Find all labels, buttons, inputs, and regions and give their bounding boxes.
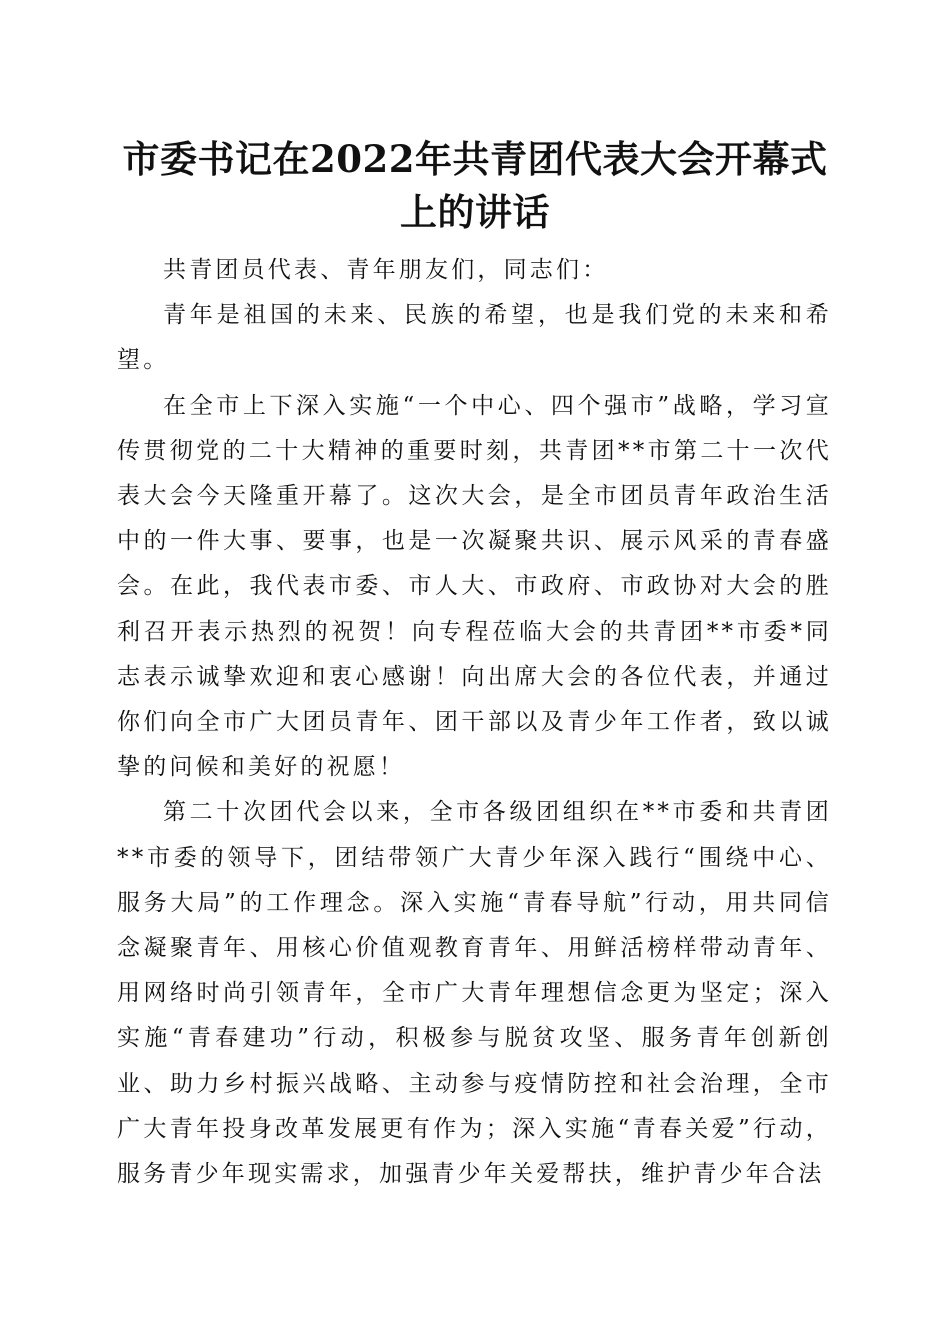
document-title: 市委书记在2022年共青团代表大会开幕式上的讲话	[122, 137, 828, 234]
body-paragraph: 第二十次团代会以来，全市各级团组织在**市委和共青团**市委的领导下，团结带领广大青少年深入践行“围绕中心、服务大局”的工作理念。深入实施“青春导航”行动，用共同信念凝聚青年、用核心价值观教育青年、用鲜活榜样带动青年、用网络时尚引领青年，全市广大青年理想信念更为坚定；深入实施“青春建功”行动，积极参与脱贫攻坚、服务青年创新创业、助力乡村振兴战略、主动参与疫情防控和社会治理，全市广大青年投身改革发展更有作为；深入实施“青春关爱”行动，服务青少年现实需求，加强青少年关爱帮扶，维护青少年合法	[117, 799, 832, 1188]
document-body	[117, 248, 832, 1197]
body-paragraph: 在全市上下深入实施“一个中心、四个强市”战略，学习宣传贯彻党的二十大精神的重要时刻，共青团**市第二十一次代表大会今天隆重开幕了。这次大会，是全市团员青年政治生活中的一件大事、要事，也是一次凝聚共识、展示风采的青春盛会。在此，我代表市委、市人大、市政府、市政协对大会的胜利召开表示热烈的祝贺！向专程莅临大会的共青团**市委*同志表示诚挚欢迎和衷心感谢！向出席大会的各位代表，并通过你们向全市广大团员青年、团干部以及青少年工作者，致以诚挚的问候和美好的祝愿！	[117, 392, 832, 781]
body-paragraph: 青年是祖国的未来、民族的希望，也是我们党的未来和希望。	[117, 302, 832, 374]
salutation-paragraph: 共青团员代表、青年朋友们，同志们：	[163, 257, 609, 283]
